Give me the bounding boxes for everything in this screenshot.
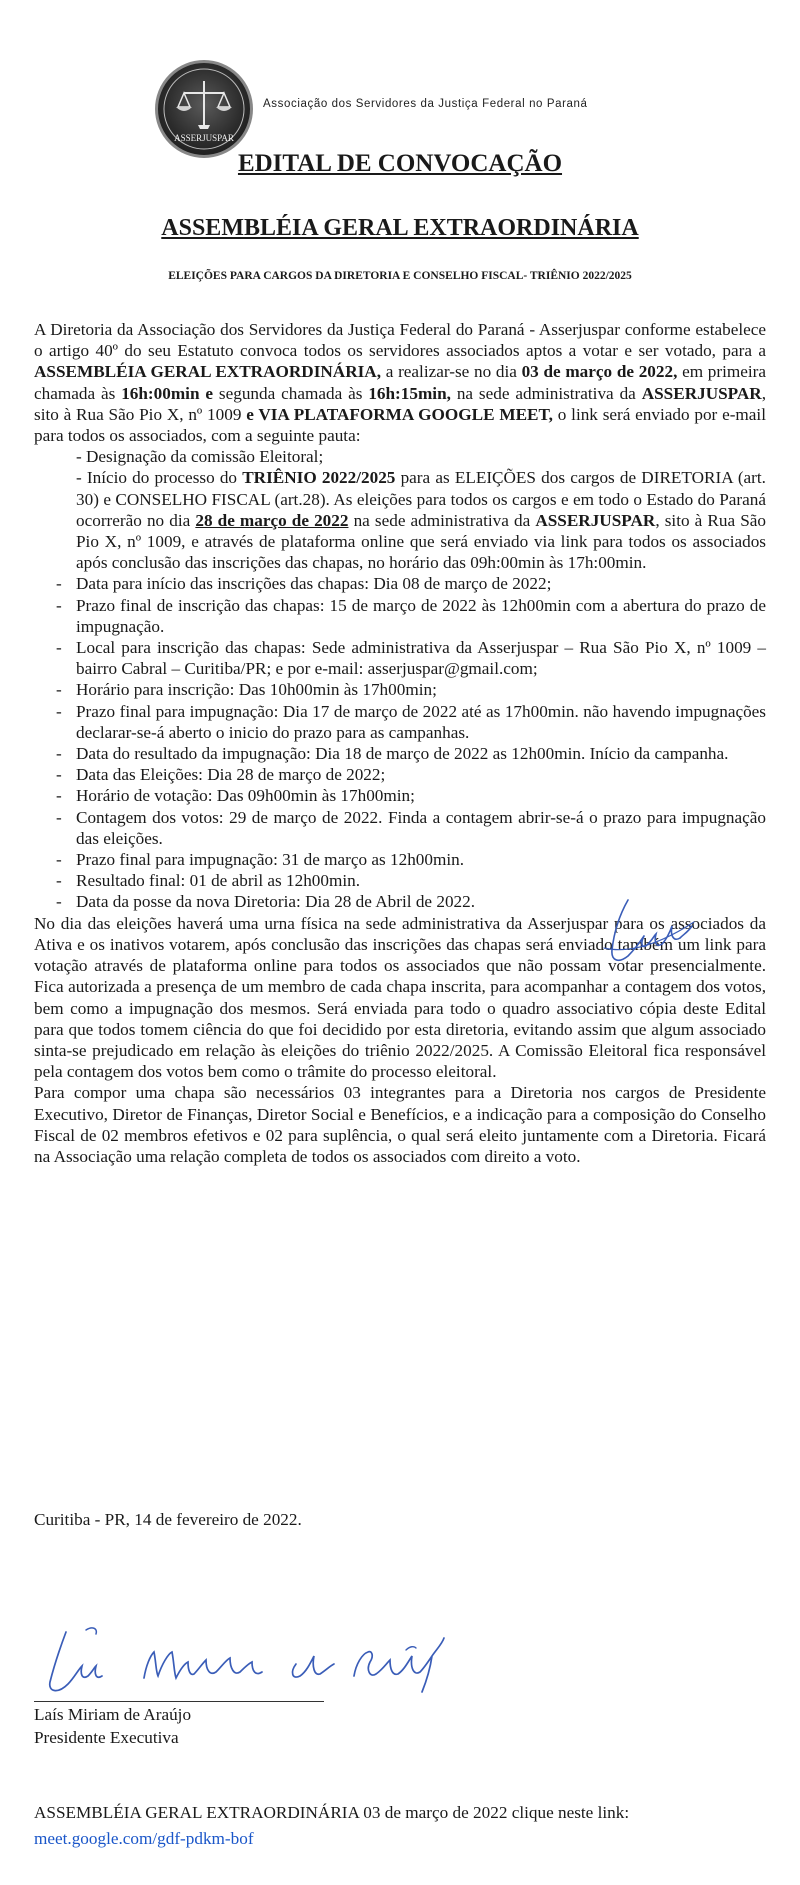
list-item: - Contagem dos votos: 29 de março de 2022. Finda a contagem abrir-se-á o prazo para impugnação das eleições. [34,807,766,849]
intro-bold: e VIA PLATAFORMA GOOGLE MEET, [246,404,553,424]
meeting-link-caption: ASSEMBLÉIA GERAL EXTRAORDINÁRIA 03 de março de 2022 clique neste link: [34,1803,630,1822]
intro-bold: 16h:00min e [121,383,214,403]
agenda-item-2 [34,467,766,573]
schedule-list [34,573,766,912]
list-item: - Prazo final para impugnação: Dia 17 de março de 2022 até as 17h00min. não havendo impugnações declarar-se-á aberto o inicio do prazo para as campanhas. [34,701,766,743]
signature-line [34,1701,324,1702]
document-subtitle: ASSEMBLÉIA GERAL EXTRAORDINÁRIA [161,215,639,241]
agenda-text: na sede administrativa da [348,510,536,530]
intro-text: A Diretoria da Associação dos Servidores da Justiça Federal do Paraná - Asserjuspar conforme estabelece o artigo 40º do seu Estatuto convoca todos os servidores associados aptos a votar e ser votado, para a [34,320,766,361]
agenda-text: para as ELEIÇÕES dos cargos de DIRETORIA (art. 30) e CONSELHO FISCAL (art.28). As eleições para todos os cargos e em todo o Estado do Paraná ocorrerão no dia [76,468,766,530]
list-item: - Horário para inscrição: Das 10h00min às 17h00min; [34,679,766,700]
list-item: - Data do resultado da impugnação: Dia 18 de março de 2022 as 12h00min. Início da campanha. [34,743,766,764]
letterhead [155,60,755,148]
agenda-bold: ASSERJUSPAR [535,510,656,530]
google-meet-link[interactable]: meet.google.com/gdf-pdkm-bof [34,1829,254,1848]
agenda-item-1: - Designação da comissão Eleitoral; [76,447,324,467]
asserjuspar-logo [155,60,253,158]
list-item: - Prazo final de inscrição das chapas: 15 de março de 2022 às 12h00min com a abertura do prazo de impugnação. [34,595,766,637]
intro-bold: 16h:15min, [368,383,451,403]
election-paragraph: No dia das eleições haverá uma urna física na sede administrativa da Asserjuspar para os associados da Ativa e os inativos votarem, após conclusão das inscrições das chapas será enviado também um link para votação através de plataforma online para todos os associados que não possam votar presencialmente. Fica autorizada a presença de um membro de cada chapa inscrita, para acompanhar a contagem dos votos, bem como a impugnação dos mesmos. Será enviada para todo o quadro associativo cópia deste Edital para que todos tomem ciência do que foi decidido por esta diretoria, evitando assim que algum associado sinta-se prejudicado em relação às eleições do triênio 2022/2025. A Comissão Eleitoral fica responsável pela contagem dos votos bem como o trâmite do processo eleitoral. [34,913,766,1082]
slate-paragraph: Para compor uma chapa são necessários 03 integrantes para a Diretoria nos cargos de Presidente Executivo, Diretor de Finanças, Diretor Social e Benefícios, e a indicação para a composição do Conselho Fiscal de 02 membros efetivos e 02 para suplência, o qual será eleito juntamente com a Diretoria. Ficará na Associação uma relação completa de todos os associados com direito a voto. [34,1083,766,1166]
intro-text: segunda chamada às [213,383,369,403]
intro-text: o link será enviado por e-mail para todos os associados, com a seguinte pauta: [34,404,766,446]
intro-bold: ASSERJUSPAR [641,383,762,403]
election-date: 28 de março de 2022 [195,510,349,530]
list-item: - Resultado final: 01 de abril as 12h00min. [34,870,766,891]
handwritten-initials [600,892,720,972]
intro-text: a realizar-se no dia [381,362,522,382]
handwritten-signature [34,1620,534,1700]
document-body [34,319,766,1167]
agenda-text: , sito à Rua São Pio X, nº 1009, e através de plataforma online que será enviado via link para todos os associados após conclusão das inscrições das chapas, no horário das 09h:00min às 17h:00min. [76,510,766,573]
agenda-bold: TRIÊNIO 2022/2025 [242,468,396,488]
intro-paragraph [34,319,766,446]
list-item: - Data das Eleições: Dia 28 de março de 2022; [34,764,766,785]
signatory-name: Laís Miriam de Araújo [34,1705,192,1724]
signatory-role: Presidente Executiva [34,1728,179,1747]
intro-text: , sito à Rua São Pio X, nº 1009 [34,383,767,424]
intro-bold: ASSEMBLÉIA GERAL EXTRAORDINÁRIA, [34,362,382,382]
list-item: - Data para início das inscrições das chapas: Dia 08 de março de 2022; [34,573,766,594]
document-title: EDITAL DE CONVOCAÇÃO [237,150,563,177]
list-item: - Local para inscrição das chapas: Sede administrativa da Asserjuspar – Rua São Pio X, nº 1009 – bairro Cabral – Curitiba/PR; e por e-mail: asserjuspar@gmail.com; [34,637,766,679]
list-item: - Horário de votação: Das 09h00min às 17h00min; [34,785,766,806]
intro-text: em primeira chamada às [34,362,767,403]
organization-name: Associação dos Servidores da Justiça Federal no Paraná [263,98,588,110]
document-subheading: ELEIÇÕES PARA CARGOS DA DIRETORIA E CONSELHO FISCAL- TRIÊNIO 2022/2025 [168,270,632,282]
intro-text: na sede administrativa da [450,383,642,403]
logo-lettering: ASSERJUSPAR [174,133,234,143]
agenda-text: - Início do processo do [76,468,243,488]
list-item: - Prazo final para impugnação: 31 de março as 12h00min. [34,849,766,870]
list-item: - Data da posse da nova Diretoria: Dia 28 de Abril de 2022. [34,891,766,912]
place-and-date: Curitiba - PR, 14 de fevereiro de 2022. [34,1510,302,1529]
intro-bold: 03 de março de 2022, [521,362,678,382]
